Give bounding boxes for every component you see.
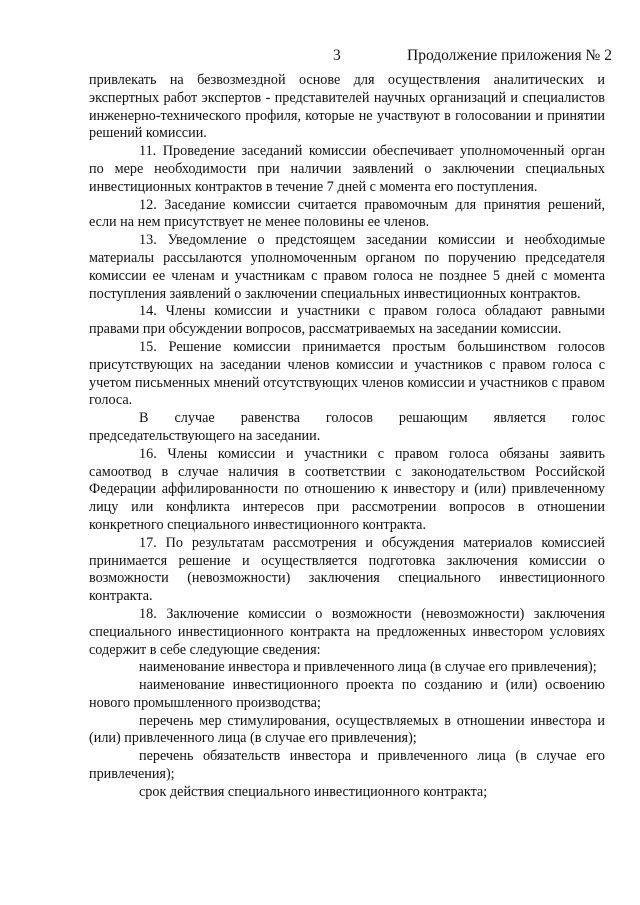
running-head: Продолжение приложения № 2 [407,47,612,64]
paragraph-17: 17. По результатам рассмотрения и обсуждения материалов комиссией принимается решение и осуществляется подготовка заключения комиссии о возможности (невозможности) заключения специального инвестиционного контракта. [89,534,605,605]
paragraph-15: 15. Решение комиссии принимается простым большинством голосов присутствующих на заседании членов комиссии и участников с правом голоса с учетом письменных мнений отсутствующих членов комиссии и участников с правом голоса. [89,338,605,409]
paragraph-14: 14. Члены комиссии и участники с правом голоса обладают равными правами при обсуждении вопросов, рассматриваемых на заседании комиссии. [89,303,605,338]
paragraph-11: 11. Проведение заседаний комиссии обеспечивает уполномоченный орган по мере необходимости при наличии заявлений о заключении специальных инвестиционных контрактов в течение 7 дней с момента его поступления. [89,143,605,195]
paragraph-18: 18. Заключение комиссии о возможности (невозможности) заключения специального инвестиционного контракта на предложенных инвестором условиях содержит в себе следующие сведения: [89,605,605,658]
paragraph-13: 13. Уведомление о предстоящем заседании комиссии и необходимые материалы рассылаются уполномоченным органом по поручению председателя комиссии ее членам и участникам с правом голоса не позднее 5 дней с момента поступления заявлений о заключении специальных инвестиционных контрактов. [89,232,605,302]
paragraph-12: 12. Заседание комиссии считается правомочным для принятия решений, если на нем присутствует не менее половины ее членов. [89,196,605,231]
body-text [89,72,605,802]
list-item-investor-name: наименование инвестора и привлеченного лица (в случае его привлечения); [139,659,597,676]
paragraph-16: 16. Члены комиссии и участники с правом голоса обязаны заявить самоотвод в случае наличия в соответствии с законодательством Российской Федерации аффилированности по отношению к инвестору и (или) привлеченному лицу или конфликта интересов при рассмотрении вопросов в отношении конкретного специального инвестиционного контракта. [89,445,605,533]
paragraph-continuation: привлекать на безвозмездной основе для осуществления аналитических и экспертных работ экспертов - представителей научных организаций и специалистов инженерно-технического профиля, которые не участвуют в голосовании и принятии решений комиссии. [89,72,605,142]
list-item-contract-term: срок действия специального инвестиционного контракта; [139,783,488,800]
paragraph-15-tie-vote: В случае равенства голосов решающим является голос председательствующего на заседании. [89,410,605,444]
page-number: 3 [333,47,341,64]
list-item-incentive-measures: перечень мер стимулирования, осуществляемых в отношении инвестора и (или) привлеченного лица (в случае его привлечения); [89,712,605,747]
list-item-obligations: перечень обязательств инвестора и привлеченного лица (в случае его привлечения); [89,748,605,783]
list-item-project-name: наименование инвестиционного проекта по созданию и (или) освоению нового промышленного производства; [89,677,605,711]
